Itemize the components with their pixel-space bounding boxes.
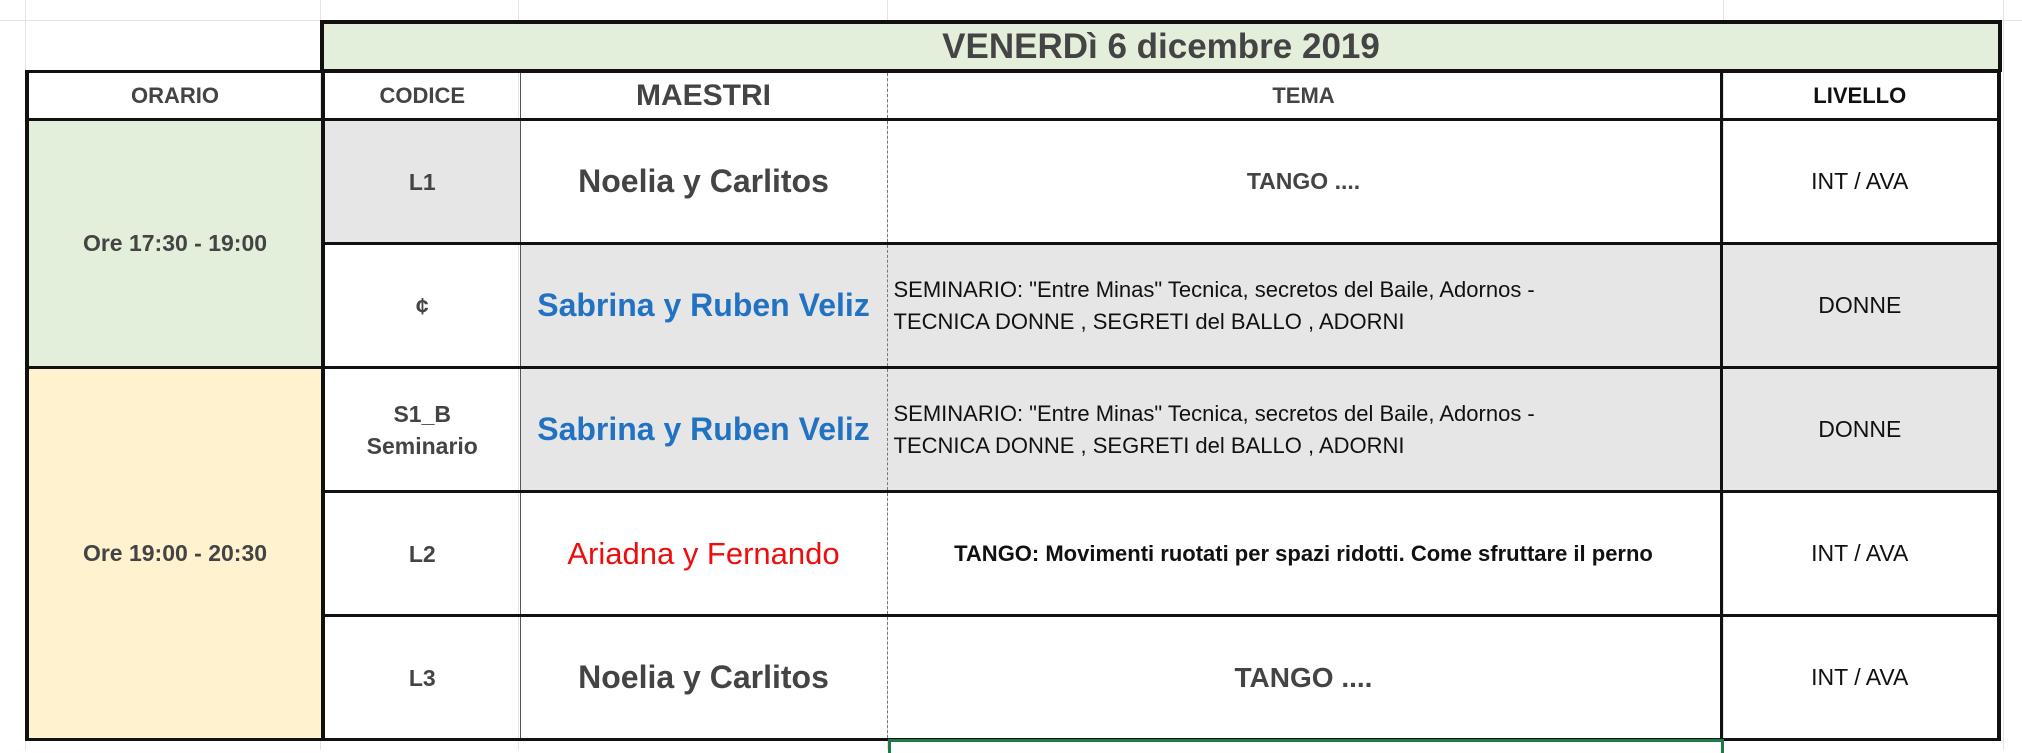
table-row	[27, 120, 1999, 244]
codice-line: Seminario	[366, 432, 478, 459]
maestri-name: Noelia y Carlitos	[578, 659, 829, 695]
tema-cell[interactable]	[887, 492, 1721, 616]
tema-cell[interactable]	[887, 368, 1721, 492]
codice-cell[interactable]: ¢	[323, 244, 520, 368]
tema-cell[interactable]	[887, 120, 1721, 244]
cell-selection[interactable]	[888, 739, 1724, 753]
table-row	[27, 244, 1999, 368]
tema-line: SEMINARIO: "Entre Minas" Tecnica, secretos del Baile, Adornos -	[893, 276, 1535, 302]
header-codice[interactable]: CODICE	[323, 72, 520, 120]
maestri-name: Sabrina y Ruben Veliz	[537, 411, 870, 447]
codice-line: S1_B	[393, 400, 452, 427]
codice-cell[interactable]: L2	[323, 492, 520, 616]
maestri-cell[interactable]	[520, 616, 887, 740]
maestri-name: Noelia y Carlitos	[578, 163, 829, 199]
livello-cell[interactable]: DONNE	[1721, 368, 1999, 492]
maestri-cell[interactable]	[520, 244, 887, 368]
maestri-name: Sabrina y Ruben Veliz	[537, 287, 870, 323]
tema-cell[interactable]	[887, 244, 1721, 368]
livello-cell[interactable]: DONNE	[1721, 244, 1999, 368]
sheet-title[interactable]: VENERDì 6 dicembre 2019	[320, 20, 2002, 72]
table-row	[27, 368, 1999, 492]
header-row	[27, 72, 1999, 120]
header-maestri[interactable]: MAESTRI	[520, 72, 887, 120]
maestri-cell[interactable]	[520, 120, 887, 244]
tema-cell[interactable]	[887, 616, 1721, 740]
codice-cell[interactable]: L3	[323, 616, 520, 740]
schedule-table	[25, 70, 2001, 741]
tema-text: TANGO ....	[1246, 168, 1361, 194]
livello-cell[interactable]: INT / AVA	[1721, 120, 1999, 244]
livello-cell[interactable]: INT / AVA	[1721, 492, 1999, 616]
slot-label: Ore 17:30 - 19:00	[82, 230, 268, 256]
maestri-cell[interactable]	[520, 492, 887, 616]
tema-text: TANGO: Movimenti ruotati per spazi ridotti. Come sfruttare il perno	[954, 540, 1653, 566]
codice-cell[interactable]: L1	[323, 120, 520, 244]
codice-cell[interactable]	[323, 368, 520, 492]
slot-cell-2[interactable]	[27, 368, 323, 740]
table-row	[27, 616, 1999, 740]
header-livello[interactable]: LIVELLO	[1721, 72, 1999, 120]
tema-line: TECNICA DONNE , SEGRETI del BALLO , ADORNI	[893, 308, 1405, 334]
header-tema[interactable]: TEMA	[887, 72, 1721, 120]
maestri-cell[interactable]	[520, 368, 887, 492]
tema-text: TANGO ....	[1234, 661, 1373, 693]
maestri-name: Ariadna y Fernando	[567, 535, 840, 571]
header-orario[interactable]: ORARIO	[27, 72, 323, 120]
slot-label: Ore 19:00 - 20:30	[82, 540, 268, 566]
livello-cell[interactable]: INT / AVA	[1721, 616, 1999, 740]
table-row	[27, 492, 1999, 616]
tema-line: SEMINARIO: "Entre Minas" Tecnica, secretos del Baile, Adornos -	[893, 400, 1535, 426]
gridline	[2003, 0, 2004, 750]
tema-line: TECNICA DONNE , SEGRETI del BALLO , ADORNI	[893, 432, 1405, 458]
slot-cell-1[interactable]	[27, 120, 323, 368]
